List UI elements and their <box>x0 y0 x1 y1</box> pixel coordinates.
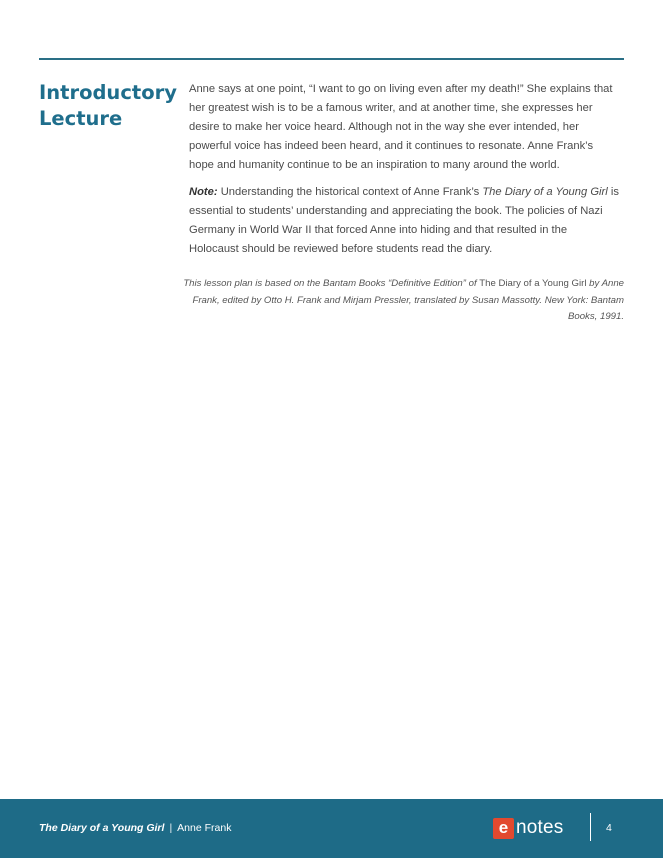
footer-separator: | <box>169 822 173 834</box>
footer-divider <box>590 813 591 841</box>
section-title-line1: Introductory <box>39 81 177 104</box>
footer-book-info <box>39 822 231 834</box>
citation-text-b: by Anne Frank, edited by Otto H. Frank and Mirjam Pressler, translated by Susan Massotty. New York: Bantam Books, 1991. <box>192 278 624 322</box>
note-book-title: The Diary of a Young Girl <box>482 186 608 198</box>
enotes-logo-text: notes <box>516 817 564 838</box>
section-title <box>39 80 179 132</box>
section-title-line2: Lecture <box>39 107 123 130</box>
footer-bar <box>0 799 663 858</box>
note-text-b: is essential to students’ understanding and appreciating the book. The policies of Nazi Germany in World War II that forced Anne into hiding and that resulted in the Holocaust should be reviewed before students read the diary. <box>189 186 619 255</box>
note-label: Note: <box>189 186 218 198</box>
intro-paragraph: Anne says at one point, “I want to go on living even after my death!” She explains that her greatest wish is to be a famous writer, and at another time, she expresses her desire to make her voice heard. Although not in the way she ever intended, her powerful voice has indeed been heard, and it continues to resonate. Anne Frank’s hope and humanity continue to be an inspiration to many around the world. <box>189 83 613 171</box>
note-paragraph <box>189 183 619 259</box>
note-text-a: Understanding the historical context of Anne Frank’s <box>217 186 483 198</box>
body-column <box>189 80 619 267</box>
top-divider <box>39 58 624 60</box>
footer-book-title: The Diary of a Young Girl <box>39 822 165 834</box>
page-number: 4 <box>606 822 612 834</box>
citation-book-title: The Diary of a Young Girl <box>479 278 587 289</box>
citation-text-a: This lesson plan is based on the Bantam Books “Definitive Edition” of <box>183 278 480 289</box>
citation <box>180 276 624 326</box>
enotes-logo[interactable] <box>493 816 563 840</box>
footer-author: Anne Frank <box>177 822 232 834</box>
enotes-logo-mark: e <box>493 818 514 839</box>
